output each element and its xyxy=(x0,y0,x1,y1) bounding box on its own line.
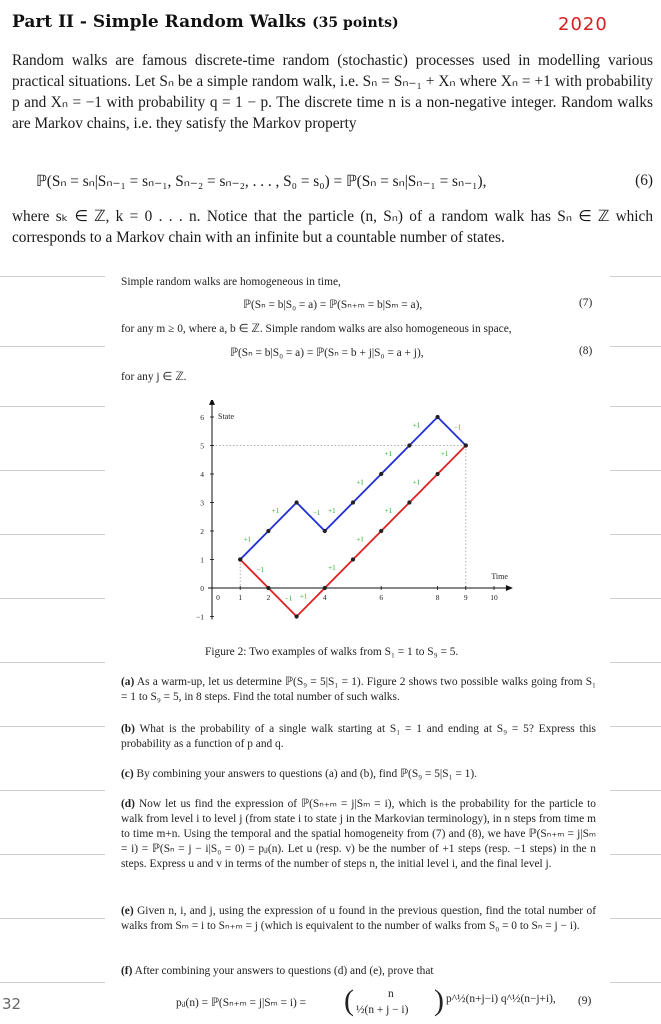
binomial-bottom: ½(n + j − i) xyxy=(356,1004,409,1016)
equation-8-number: (8) xyxy=(579,345,593,357)
question-d-text: Now let us find the expression of ℙ(Sₙ₊ₘ = j|Sₘ = i), which is the probability for the particle to walk from level i to level j (from state i to state j in the Markovian terminology), in n steps from time m to time m+n. Using the temporal and the spatial homogeneity from (7) and (8), we have ℙ(Sₙ₊ₘ = j|Sₘ = i) = ℙ(Sₙ = j − i|S₀ = 0) = pᵢⱼ(n). Let u (resp. v) be the number of +1 steps (resp. −1 steps) in the n steps. Express u and v in terms of the number of steps n, the initial level i, and the final level j. xyxy=(121,798,596,870)
question-e-label: (e) xyxy=(121,905,134,917)
intro-paragraph: Random walks are famous discrete-time random (stochastic) processes used in modelling various practical situations. Let Sₙ be a simple random walk, i.e. Sₙ = Sₙ₋₁ + Xₙ where Xₙ = +1 with probability p and Xₙ = −1 with probability q = 1 − p. The discrete time n is a non-negative integer. Random walks are Markov chains, i.e. they satisfy the Markov property xyxy=(12,52,653,132)
walk-point xyxy=(266,529,270,533)
question-b-text: What is the probability of a single walk starting at S₁ = 1 and ending at S₉ = 5? Express this probability as a function of p and q. xyxy=(121,723,596,750)
walk-point xyxy=(407,443,411,447)
equation-9-rhs: p^½(n+j−i) q^½(n−j+i), xyxy=(446,993,556,1005)
walk-point xyxy=(295,500,299,504)
walk-point xyxy=(323,586,327,590)
walk-point xyxy=(351,557,355,561)
rule-line-left xyxy=(0,662,105,663)
y-tick-label: 5 xyxy=(200,441,204,451)
question-b xyxy=(121,722,596,752)
chart-axes xyxy=(208,400,513,619)
step-label: +1 xyxy=(384,449,393,458)
step-label: +1 xyxy=(271,506,280,515)
walk-point xyxy=(407,500,411,504)
equation-7: ℙ(Sₙ = b|S₀ = a) = ℙ(Sₙ₊ₘ = b|Sₘ = a), xyxy=(243,299,423,311)
walk-point xyxy=(351,500,355,504)
x-tick-label: 10 xyxy=(490,593,498,602)
question-c-text: By combining your answers to questions (a) and (b), find ℙ(S₉ = 5|S₁ = 1). xyxy=(136,768,477,780)
y-tick-label: 2 xyxy=(200,527,204,536)
y-tick-label: 3 xyxy=(200,498,204,508)
y-axis-title: State xyxy=(218,412,234,421)
random-walk-chart xyxy=(190,400,530,625)
homogeneous-space-text: for any m ≥ 0, where a, b ∈ ℤ. Simple random walks are also homogeneous in space, xyxy=(121,323,512,335)
binomial-open-paren: ( xyxy=(344,984,354,1017)
rule-line-right xyxy=(610,662,661,663)
rule-line-right xyxy=(610,406,661,407)
equation-9-lhs: pᵢⱼ(n) = ℙ(Sₙ₊ₘ = j|Sₘ = i) = xyxy=(176,997,307,1009)
x-tick-label: 6 xyxy=(379,593,384,602)
page-number: 32 xyxy=(2,995,22,1013)
question-a-text: As a warm-up, let us determine ℙ(S₉ = 5|S₁ = 1). Figure 2 shows two possible walks going from S₁ = 1 to S₉ = 5, in 8 steps. Find the total number of such walks. xyxy=(121,676,596,703)
equation-6-body: ℙ(Sₙ = sₙ|Sₙ₋₁ = sₙ₋₁, Sₙ₋₂ = sₙ₋₂, . . . , S₀ = s₀) = ℙ(Sₙ = sₙ|Sₙ₋₁ = sₙ₋₁), xyxy=(36,173,487,190)
rule-line-left xyxy=(0,918,105,919)
section-title xyxy=(12,12,399,32)
walk-point xyxy=(266,586,270,590)
walk-point xyxy=(379,529,383,533)
y-tick-label: 1 xyxy=(200,555,204,565)
handwritten-year: 2020 xyxy=(558,14,608,35)
rule-line-left xyxy=(0,790,105,791)
y-tick-label: 0 xyxy=(200,584,204,593)
question-d xyxy=(121,797,596,872)
rule-line-right xyxy=(610,470,661,471)
x-tick-label: 2 xyxy=(266,593,271,602)
step-label: +1 xyxy=(299,592,308,601)
rule-line-left xyxy=(0,470,105,471)
rule-line-right xyxy=(610,918,661,919)
step-label: +1 xyxy=(328,506,336,515)
step-label: +1 xyxy=(328,563,336,572)
walk-point xyxy=(436,415,440,419)
rule-line-left xyxy=(0,726,105,727)
rule-line-right xyxy=(610,276,661,277)
walk-point xyxy=(379,472,383,476)
title-text: Part II - Simple Random Walks xyxy=(12,12,307,32)
y-tick-label: −1 xyxy=(196,612,204,622)
y-axis-arrow xyxy=(209,400,215,405)
rule-line-right xyxy=(610,598,661,599)
chart-step-labels xyxy=(244,421,462,602)
question-f-text: After combining your answers to questions (d) and (e), prove that xyxy=(134,965,434,977)
walk-point xyxy=(436,472,440,476)
question-f-label: (f) xyxy=(121,965,133,977)
figure-caption: Figure 2: Two examples of walks from S₁ = 1 to S₉ = 5. xyxy=(205,646,459,658)
question-d-label: (d) xyxy=(121,798,135,810)
y-tick-label: 6 xyxy=(200,413,204,422)
equation-6-number: (6) xyxy=(635,172,653,189)
step-label: −1 xyxy=(453,423,462,432)
points-label: (35 points) xyxy=(312,15,399,31)
step-label: +1 xyxy=(356,535,364,544)
rule-line-left xyxy=(0,406,105,407)
step-label: +1 xyxy=(243,535,252,544)
equation-7-number: (7) xyxy=(579,297,593,309)
x-tick-label: 8 xyxy=(435,593,440,602)
step-label: +1 xyxy=(356,478,364,487)
x-axis-title: Time xyxy=(491,572,508,581)
red-walk-line xyxy=(240,446,466,617)
rule-line-left xyxy=(0,598,105,599)
step-label: −1 xyxy=(312,508,321,517)
question-a-label: (a) xyxy=(121,676,135,688)
question-e-text: Given n, i, and j, using the expression of u found in the previous question, find the total number of walks from Sₘ = i to Sₙ₊ₘ = j (which is equivalent to the number of walks from S₀ = 0 to Sₙ = j − i). xyxy=(121,905,596,932)
x-tick-label: 4 xyxy=(322,593,327,602)
question-e xyxy=(121,904,596,934)
rule-line-right xyxy=(610,790,661,791)
question-f xyxy=(121,964,596,979)
rule-line-right xyxy=(610,346,661,347)
rule-line-left xyxy=(0,534,105,535)
rule-line-right xyxy=(610,726,661,727)
rule-line-right xyxy=(610,854,661,855)
x-tick-label: 1 xyxy=(238,593,243,602)
chart-tick-labels xyxy=(196,412,508,622)
question-a xyxy=(121,675,596,705)
step-label: +1 xyxy=(440,449,449,458)
binomial-close-paren: ) xyxy=(434,984,444,1017)
walk-point xyxy=(295,614,299,618)
question-b-label: (b) xyxy=(121,723,135,735)
walk-point xyxy=(238,557,242,561)
step-label: +1 xyxy=(412,478,421,487)
equation-6 xyxy=(36,172,653,191)
rule-line-left xyxy=(0,982,105,983)
step-label: +1 xyxy=(384,506,393,515)
x-axis-arrow xyxy=(506,585,513,591)
rule-line-right xyxy=(610,982,661,983)
step-label: −1 xyxy=(256,565,265,574)
rule-line-left xyxy=(0,346,105,347)
equation-9-number: (9) xyxy=(578,995,592,1007)
binomial-top: n xyxy=(388,988,394,1000)
step-label: −1 xyxy=(284,594,293,603)
homogeneous-time-text: Simple random walks are homogeneous in time, xyxy=(121,276,341,288)
equation-8: ℙ(Sₙ = b|S₀ = a) = ℙ(Sₙ = b + j|S₀ = a + j), xyxy=(230,347,424,359)
x-tick-label: 0 xyxy=(216,593,220,602)
state-space-paragraph: where sₖ ∈ ℤ, k = 0 . . . n. Notice that the particle (n, Sₙ) of a random walk has Sₙ ∈ ℤ which corresponds to a Markov chain with an infinite but a countable number of states. xyxy=(12,208,653,246)
rule-line-left xyxy=(0,854,105,855)
step-label: +1 xyxy=(412,421,421,430)
question-c-label: (c) xyxy=(121,768,134,780)
rule-line-right xyxy=(610,534,661,535)
y-tick-label: 4 xyxy=(200,470,204,479)
question-c xyxy=(121,767,596,782)
blue-walk-line xyxy=(240,417,466,560)
for-any-j-text: for any j ∈ ℤ. xyxy=(121,371,187,383)
rule-line-left xyxy=(0,276,105,277)
walk-point xyxy=(323,529,327,533)
x-tick-label: 9 xyxy=(463,593,468,602)
equation-9 xyxy=(176,986,596,1020)
walk-point xyxy=(464,443,468,447)
